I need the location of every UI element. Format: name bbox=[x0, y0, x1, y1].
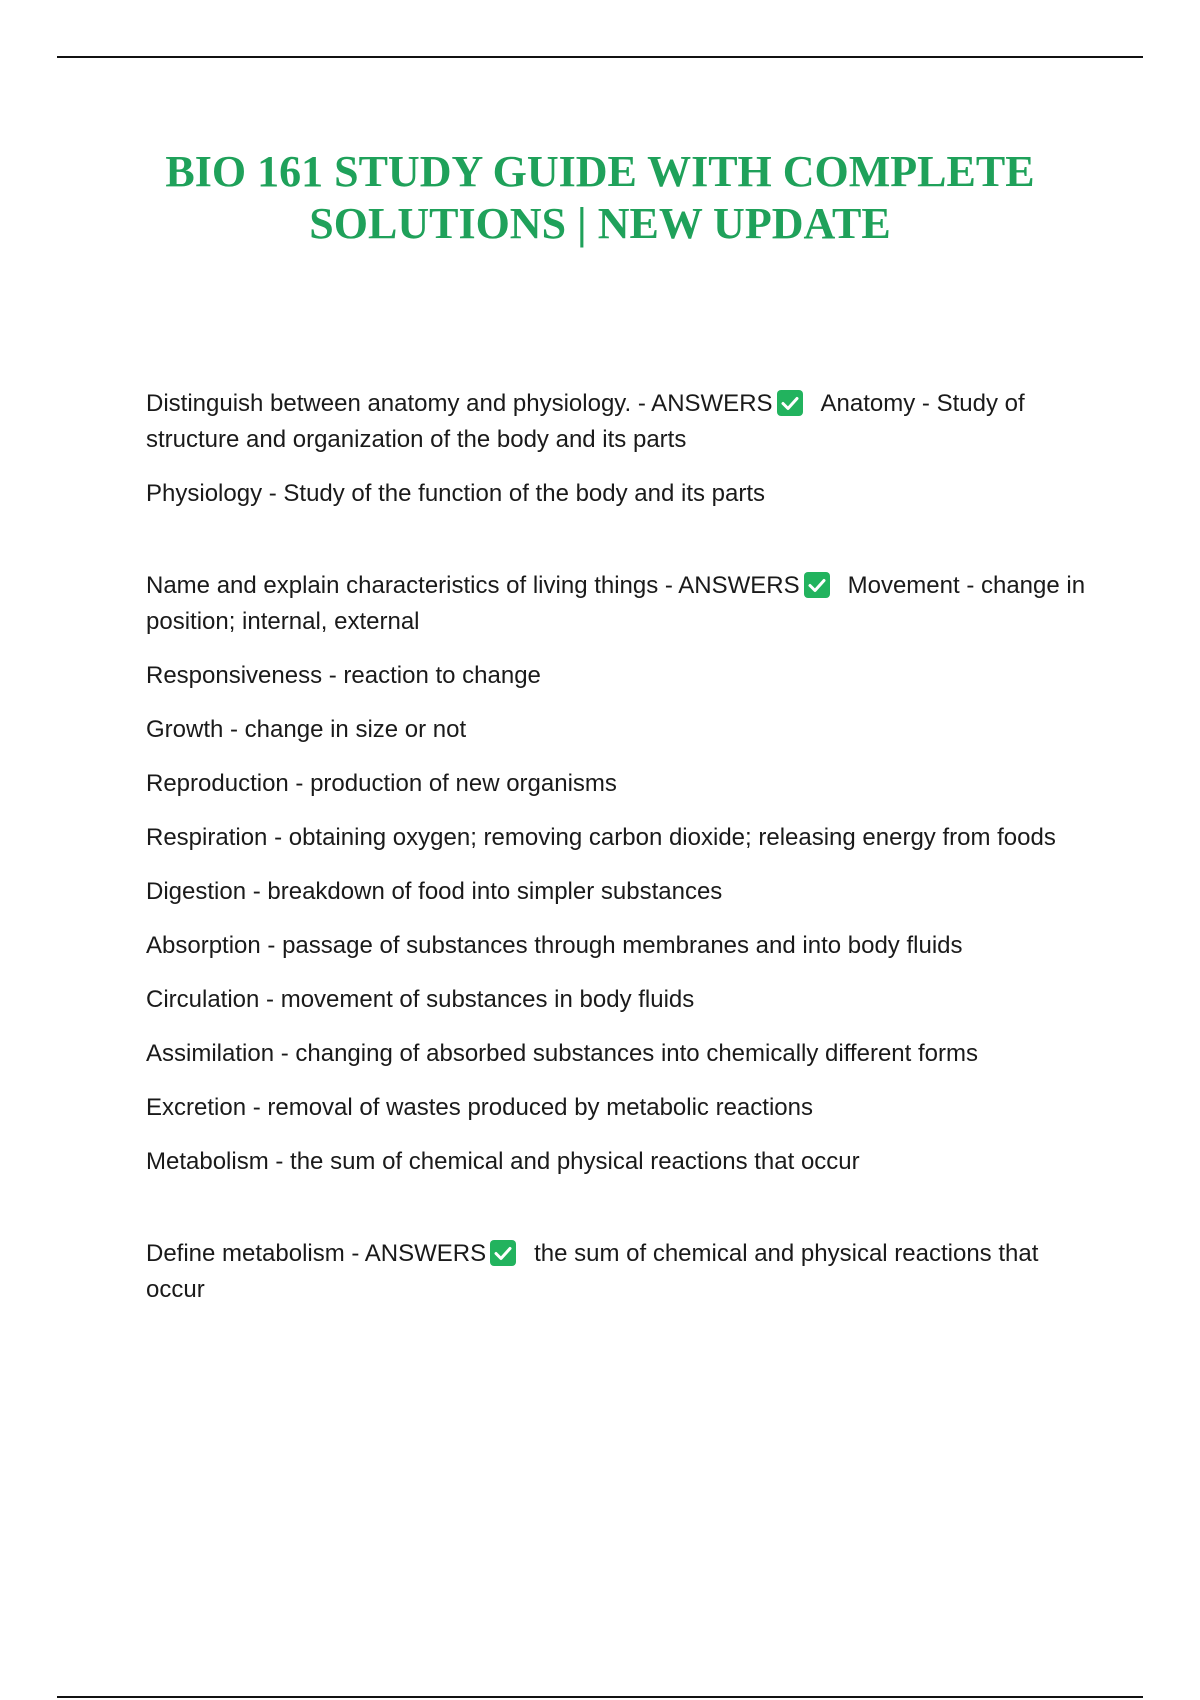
answer-text: Anatomy - Study of structure and organization of the body and its parts bbox=[146, 390, 1025, 453]
title-line: SOLUTIONS | NEW UPDATE bbox=[309, 199, 891, 248]
answer-line: Assimilation - changing of absorbed substances into chemically different forms bbox=[146, 1040, 978, 1067]
qa-block bbox=[146, 568, 1086, 1180]
answer-line: Absorption - passage of substances through membranes and into body fluids bbox=[146, 932, 963, 959]
question-text: Define metabolism - ANSWERS bbox=[146, 1240, 487, 1267]
answer-line: Metabolism - the sum of chemical and physical reactions that occur bbox=[146, 1148, 860, 1175]
answer-line: Circulation - movement of substances in body fluids bbox=[146, 986, 695, 1013]
question-text: Name and explain characteristics of living things - ANSWERS bbox=[146, 572, 800, 599]
answer-line: Growth - change in size or not bbox=[146, 716, 467, 743]
answer-line: Responsiveness - reaction to change bbox=[146, 662, 541, 689]
qa-block bbox=[146, 1236, 1086, 1308]
answer-line: Digestion - breakdown of food into simpler substances bbox=[146, 878, 723, 905]
green-checkmark-icon bbox=[804, 572, 830, 598]
qa-question-line bbox=[146, 386, 1086, 458]
answer-line: Physiology - Study of the function of the body and its parts bbox=[146, 480, 766, 507]
bottom-rule bbox=[57, 1696, 1143, 1698]
green-checkmark-icon bbox=[490, 1240, 516, 1266]
answer-line: Reproduction - production of new organisms bbox=[146, 770, 617, 797]
qa-question-line bbox=[146, 1236, 1086, 1308]
answer-line: Excretion - removal of wastes produced by metabolic reactions bbox=[146, 1094, 813, 1121]
answer-text: Movement - change in position; internal, external bbox=[146, 572, 1086, 635]
title-line: BIO 161 STUDY GUIDE WITH COMPLETE bbox=[165, 147, 1035, 196]
document-body bbox=[146, 386, 1086, 1308]
qa-question-line bbox=[146, 568, 1086, 640]
qa-block bbox=[146, 386, 1086, 512]
document-title bbox=[100, 146, 1100, 250]
answer-text: the sum of chemical and physical reactions that occur bbox=[146, 1240, 1039, 1303]
answer-line: Respiration - obtaining oxygen; removing carbon dioxide; releasing energy from foods bbox=[146, 824, 1056, 851]
question-text: Distinguish between anatomy and physiology. - ANSWERS bbox=[146, 390, 773, 417]
top-rule bbox=[57, 56, 1143, 58]
green-checkmark-icon bbox=[777, 390, 803, 416]
